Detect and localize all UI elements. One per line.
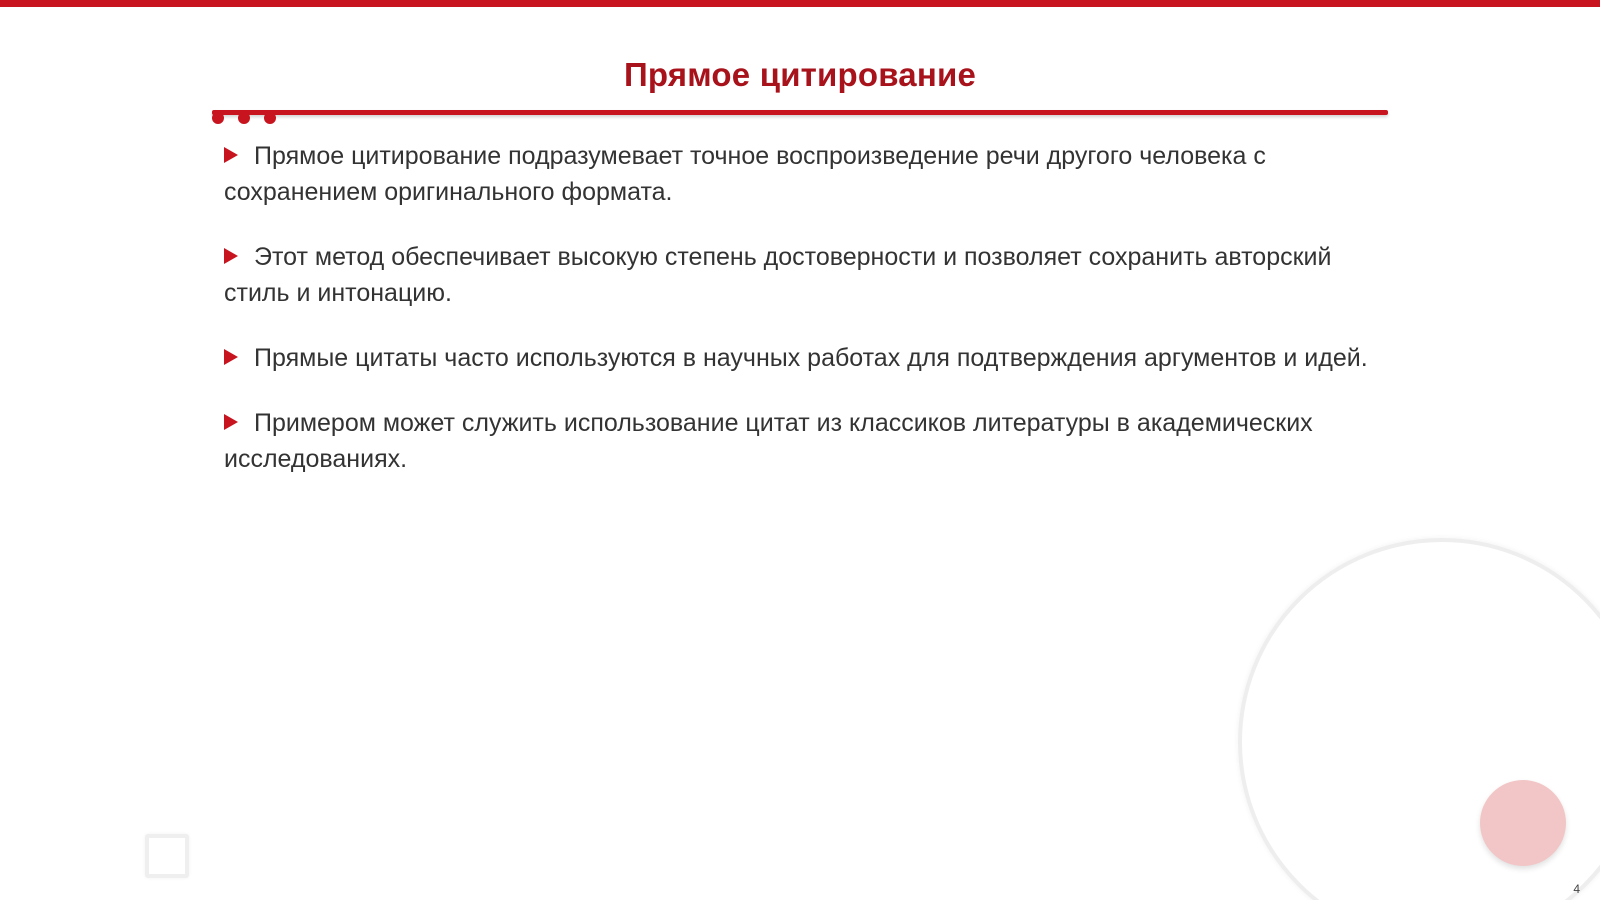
bullet-text: Примером может служить использование цитат из классиков литературы в академических исследованиях. — [224, 409, 1313, 473]
triangle-right-icon — [224, 349, 238, 365]
decor-square — [145, 834, 189, 878]
bullet-item — [224, 138, 1384, 210]
triangle-right-icon — [224, 147, 238, 163]
page-number: 4 — [1573, 882, 1580, 896]
slide-title: Прямое цитирование — [623, 56, 977, 93]
bullet-item — [224, 340, 1384, 376]
bullet-text: Прямое цитирование подразумевает точное воспроизведение речи другого человека с сохранением оригинального формата. — [224, 142, 1266, 206]
decor-dot — [212, 112, 224, 124]
bullet-list — [224, 138, 1384, 506]
triangle-right-icon — [224, 414, 238, 430]
bullet-text: Этот метод обеспечивает высокую степень достоверности и позволяет сохранить авторский стиль и интонацию. — [224, 243, 1332, 307]
top-accent-bar — [0, 0, 1600, 7]
triangle-right-icon — [224, 248, 238, 264]
decor-disc — [1480, 780, 1566, 866]
title-underline — [212, 110, 1388, 115]
bullet-text: Прямые цитаты часто используются в научных работах для подтверждения аргументов и идей. — [254, 344, 1368, 372]
bullet-item — [224, 239, 1384, 311]
decor-dot — [264, 112, 276, 124]
decor-dot — [238, 112, 250, 124]
bullet-item — [224, 405, 1384, 477]
